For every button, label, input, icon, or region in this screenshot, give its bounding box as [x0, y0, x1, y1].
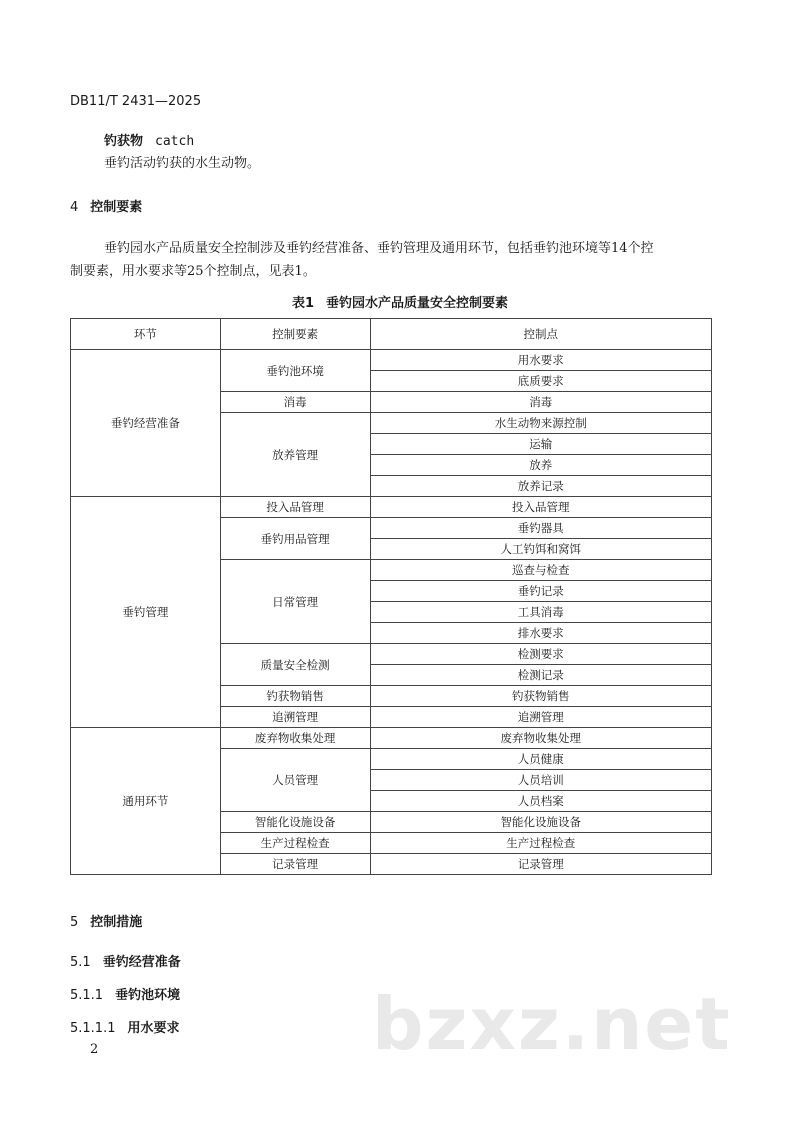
header-point: 控制点: [370, 319, 711, 350]
subsection-5-1-1-1-number: 5.1.1.1: [70, 1021, 116, 1036]
element-cell: 生产过程检查: [220, 833, 370, 854]
point-cell: 放养记录: [370, 476, 711, 497]
point-cell: 垂钓记录: [370, 581, 711, 602]
header-element: 控制要素: [220, 319, 370, 350]
element-cell: 垂钓用品管理: [220, 518, 370, 560]
stage-cell: 垂钓经营准备: [71, 350, 221, 497]
term-zh: 钓获物: [104, 134, 144, 149]
point-cell: 巡查与检查: [370, 560, 711, 581]
point-cell: 消毒: [370, 392, 711, 413]
table-caption-number: 表1: [291, 296, 315, 311]
element-cell: 放养管理: [220, 413, 370, 497]
subsection-5-1-number: 5.1: [70, 955, 91, 970]
point-cell: 人员培训: [370, 770, 711, 791]
subsection-5-1-1-title: 垂钓池环境: [115, 988, 181, 1003]
header-stage: 环节: [71, 319, 221, 350]
element-cell: 废弃物收集处理: [220, 728, 370, 749]
document-code: DB11/T 2431—2025: [70, 94, 202, 109]
page-number: 2: [90, 1042, 99, 1057]
point-cell: 智能化设施设备: [370, 812, 711, 833]
point-cell: 人工钓饵和窝饵: [370, 539, 711, 560]
section-4-heading: [70, 196, 142, 215]
element-cell: 垂钓池环境: [220, 350, 370, 392]
point-cell: 投入品管理: [370, 497, 711, 518]
point-cell: 人员档案: [370, 791, 711, 812]
element-cell: 智能化设施设备: [220, 812, 370, 833]
point-cell: 水生动物来源控制: [370, 413, 711, 434]
point-cell: 放养: [370, 455, 711, 476]
term-definition: 垂钓活动钓获的水生动物。: [104, 156, 261, 171]
element-cell: 人员管理: [220, 749, 370, 812]
point-cell: 垂钓器具: [370, 518, 711, 539]
subsection-5-1-1-number: 5.1.1: [70, 988, 104, 1003]
subsection-5-1-1-heading: [70, 984, 180, 1003]
point-cell: 记录管理: [370, 854, 711, 875]
element-cell: 消毒: [220, 392, 370, 413]
control-elements-table: [70, 318, 712, 875]
subsection-5-1-title: 垂钓经营准备: [102, 955, 181, 970]
table-row: [71, 350, 712, 371]
table-caption-title: 垂钓园水产品质量安全控制要素: [326, 296, 509, 311]
point-cell: 检测记录: [370, 665, 711, 686]
element-cell: 记录管理: [220, 854, 370, 875]
subsection-5-1-1-1-heading: [70, 1017, 180, 1036]
subsection-5-1-1-1-title: 用水要求: [127, 1021, 180, 1036]
section-5-heading: [70, 911, 142, 930]
point-cell: 废弃物收集处理: [370, 728, 711, 749]
table-row: [71, 728, 712, 749]
paragraph-line-1: 垂钓园水产品质量安全控制涉及垂钓经营准备、垂钓管理及通用环节，包括垂钓池环境等14个控: [104, 241, 654, 256]
point-cell: 生产过程检查: [370, 833, 711, 854]
table-row: [71, 497, 712, 518]
section-5-title: 控制措施: [90, 915, 143, 930]
section-4-title: 控制要素: [90, 200, 143, 215]
element-cell: 追溯管理: [220, 707, 370, 728]
watermark: bzxz.net: [372, 982, 732, 1066]
subsection-5-1-heading: [70, 951, 181, 970]
point-cell: 底质要求: [370, 371, 711, 392]
stage-cell: 垂钓管理: [71, 497, 221, 728]
paragraph-line-2: 制要素，用水要求等25个控制点，见表1。: [70, 264, 316, 279]
element-cell: 日常管理: [220, 560, 370, 644]
table-header-row: [71, 319, 712, 350]
term-heading: [104, 130, 194, 149]
element-cell: 质量安全检测: [220, 644, 370, 686]
point-cell: 工具消毒: [370, 602, 711, 623]
point-cell: 检测要求: [370, 644, 711, 665]
table-caption: [0, 292, 800, 311]
stage-cell: 通用环节: [71, 728, 221, 875]
point-cell: 运输: [370, 434, 711, 455]
point-cell: 排水要求: [370, 623, 711, 644]
point-cell: 钓获物销售: [370, 686, 711, 707]
point-cell: 追溯管理: [370, 707, 711, 728]
element-cell: 投入品管理: [220, 497, 370, 518]
point-cell: 人员健康: [370, 749, 711, 770]
element-cell: 钓获物销售: [220, 686, 370, 707]
section-4-number: 4: [70, 200, 79, 215]
point-cell: 用水要求: [370, 350, 711, 371]
term-en: catch: [155, 134, 195, 149]
section-5-number: 5: [70, 915, 79, 930]
